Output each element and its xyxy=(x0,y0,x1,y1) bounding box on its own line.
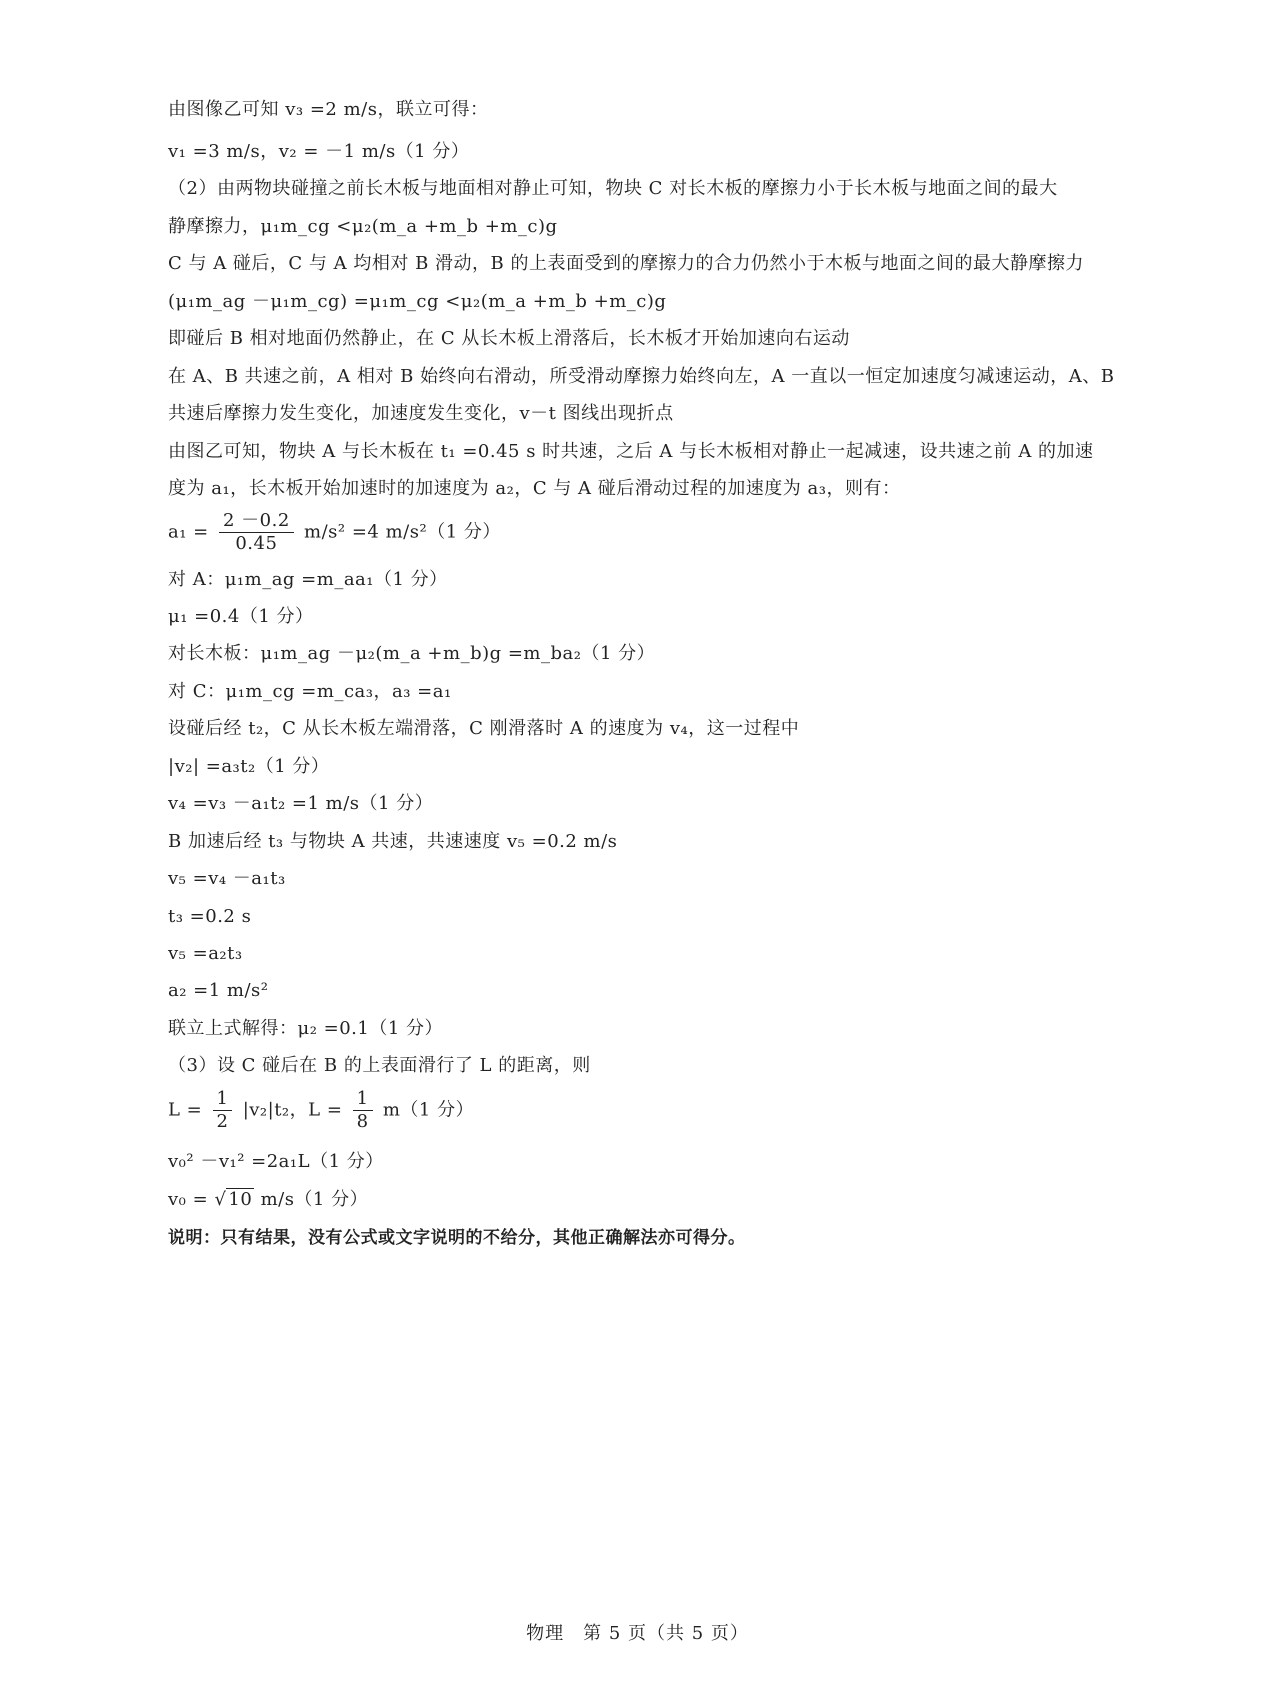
text-line-24: a₂ =1 m/s² xyxy=(168,980,269,1001)
fraction-denominator: 8 xyxy=(356,1111,369,1132)
text-line-15: 对长木板：μ₁m_ag －μ₂(m_a +m_b)g =m_ba₂（1 分） xyxy=(168,643,656,664)
equation-v0 xyxy=(168,1188,368,1212)
fraction xyxy=(219,510,294,555)
text-line-21: v₅ =v₄ －a₁t₃ xyxy=(168,868,286,889)
text-line-18: |v₂| =a₃t₂（1 分） xyxy=(168,756,330,777)
text-line-5: C 与 A 碰后，C 与 A 均相对 B 滑动，B 的上表面受到的摩擦力的合力仍然小于木板与地面之间的最大静摩擦力 xyxy=(168,253,1084,274)
text-line-10: 由图乙可知，物块 A 与长木板在 t₁ =0.45 s 时共速，之后 A 与长木板相对静止一起减速，设共速之前 A 的加速 xyxy=(168,441,1094,462)
text-line-7: 即碰后 B 相对地面仍然静止，在 C 从长木板上滑落后，长木板才开始加速向右运动 xyxy=(168,328,850,349)
text-line-4: 静摩擦力，μ₁m_cg <μ₂(m_a +m_b +m_c)g xyxy=(168,216,558,237)
text-line-2: v₁ =3 m/s，v₂ = －1 m/s（1 分） xyxy=(168,141,470,162)
equation-L-part-b: |v₂|t₂，L = xyxy=(242,1099,343,1121)
text-line-20: B 加速后经 t₃ 与物块 A 共速，共速速度 v₅ =0.2 m/s xyxy=(168,831,618,852)
equation-v0-part-a: v₀ = xyxy=(168,1189,209,1210)
text-line-23: v₅ =a₂t₃ xyxy=(168,943,243,964)
text-line-22: t₃ =0.2 s xyxy=(168,906,252,927)
text-line-16: 对 C：μ₁m_cg =m_ca₃，a₃ =a₁ xyxy=(168,681,452,702)
text-line-3: （2）由两物块碰撞之前长木板与地面相对静止可知，物块 C 对长木板的摩擦力小于长木板与地面之间的最大 xyxy=(168,178,1058,199)
text-line-8: 在 A、B 共速之前，A 相对 B 始终向右滑动，所受滑动摩擦力始终向左，A 一直以一恒定加速度匀减速运动，A、B xyxy=(168,366,1115,387)
page-footer: 物理 第 5 页（共 5 页） xyxy=(526,1623,749,1644)
fraction-numerator: 1 xyxy=(353,1088,373,1111)
equation-L-part-c: m（1 分） xyxy=(382,1099,475,1121)
equation-a1-suffix: m/s² =4 m/s²（1 分） xyxy=(304,521,501,543)
fraction-half xyxy=(213,1088,233,1133)
text-line-6: (μ₁m_ag －μ₁m_cg) =μ₁m_cg <μ₂(m_a +m_b +m_c)g xyxy=(168,291,667,312)
text-line-19: v₄ =v₃ －a₁t₂ =1 m/s（1 分） xyxy=(168,793,434,814)
equation-a1 xyxy=(168,510,501,555)
text-line-26: （3）设 C 碰后在 B 的上表面滑行了 L 的距离，则 xyxy=(168,1055,591,1076)
sqrt-symbol: √ xyxy=(214,1189,227,1210)
text-line-9: 共速后摩擦力发生变化，加速度发生变化，v－t 图线出现折点 xyxy=(168,403,674,424)
fraction-eighth xyxy=(353,1088,373,1133)
fraction-denominator: 2 xyxy=(216,1111,229,1132)
text-line-28: v₀² －v₁² =2a₁L（1 分） xyxy=(168,1151,384,1172)
fraction-numerator: 1 xyxy=(213,1088,233,1111)
equation-L-part-a: L = xyxy=(168,1099,203,1121)
text-line-14: μ₁ =0.4（1 分） xyxy=(168,606,314,627)
text-line-13: 对 A：μ₁m_ag =m_aa₁（1 分） xyxy=(168,569,448,590)
sqrt-radicand: 10 xyxy=(228,1189,253,1210)
grading-note: 说明：只有结果，没有公式或文字说明的不给分，其他正确解法亦可得分。 xyxy=(168,1228,746,1248)
text-line-11: 度为 a₁，长木板开始加速时的加速度为 a₂，C 与 A 碰后滑动过程的加速度为 a₃，则有： xyxy=(168,478,901,499)
text-line-1: 由图像乙可知 v₃ =2 m/s，联立可得： xyxy=(168,99,489,120)
fraction-denominator: 0.45 xyxy=(235,533,278,554)
fraction-numerator: 2 －0.2 xyxy=(219,510,294,533)
equation-a1-prefix: a₁ = xyxy=(168,521,209,543)
equation-v0-part-b: m/s（1 分） xyxy=(260,1189,369,1210)
text-line-25: 联立上式解得：μ₂ =0.1（1 分） xyxy=(168,1018,444,1039)
equation-L xyxy=(168,1088,474,1133)
text-line-17: 设碰后经 t₂，C 从长木板左端滑落，C 刚滑落时 A 的速度为 v₄，这一过程中 xyxy=(168,718,800,739)
